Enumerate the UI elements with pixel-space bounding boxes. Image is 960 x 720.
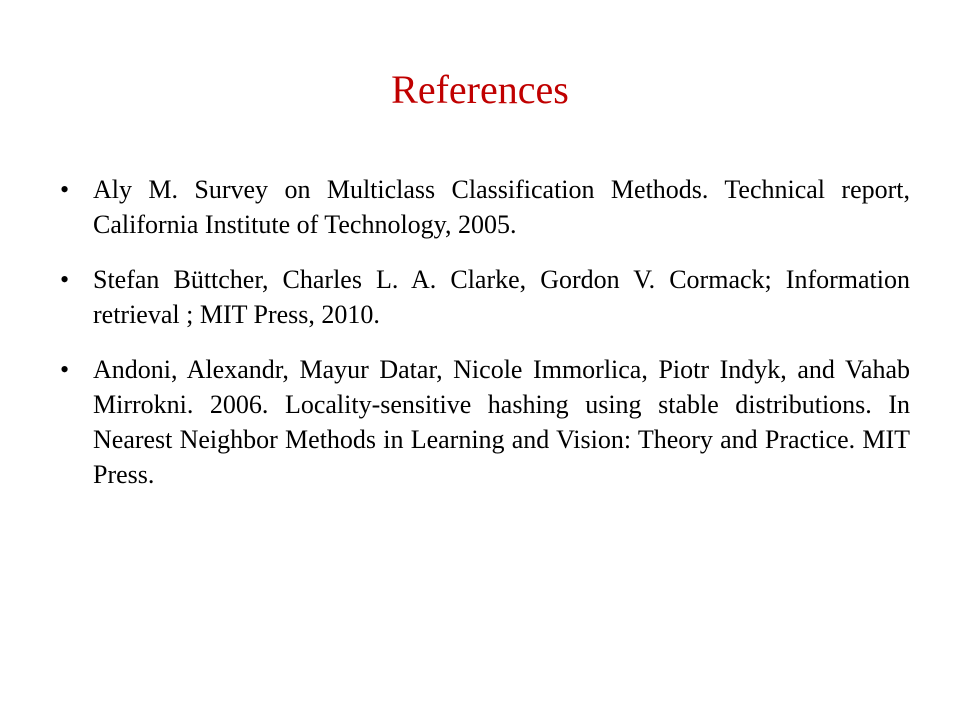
reference-item [60,262,910,332]
bullet-icon: • [60,265,70,294]
reference-text: Stefan Büttcher, Charles L. A. Clarke, Gordon V. Cormack; Information retrieval ; MIT Press, 2010. [93,265,910,329]
reference-item [60,172,910,242]
reference-text: Aly M. Survey on Multiclass Classification Methods. Technical report, California Institute of Technology, 2005. [93,175,910,239]
reference-text: Andoni, Alexandr, Mayur Datar, Nicole Immorlica, Piotr Indyk, and Vahab Mirrokni. 2006. Locality-sensitive hashing using stable distributions. In Nearest Neighbor Methods in Learning and Vision: Theory and Practice. MIT Press. [93,355,910,489]
slide-title: References [391,67,569,112]
reference-item [60,352,910,492]
reference-list [60,172,910,512]
bullet-icon: • [60,355,70,384]
bullet-icon: • [60,175,70,204]
